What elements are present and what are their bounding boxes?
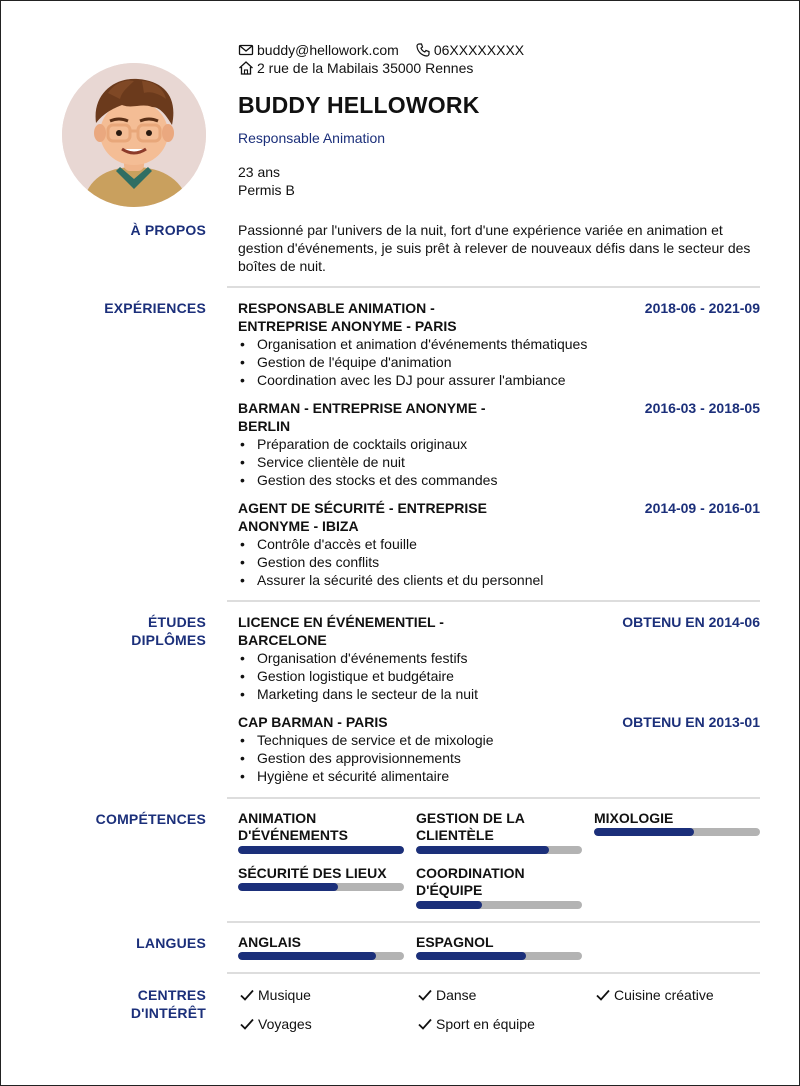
skill-bar-fill [416, 901, 482, 909]
education-dates: OBTENU EN 2013-01 [622, 714, 760, 730]
bullet-item: • Service clientèle de nuit [238, 453, 760, 471]
interests-label-line2: D'INTÉRÊT [130, 1005, 206, 1021]
skill-item [416, 810, 582, 844]
checkmark-icon [416, 986, 434, 1004]
experience-bullets [238, 535, 760, 589]
experience-dates: 2018-06 - 2021-09 [644, 300, 760, 316]
interest-label: Voyages [258, 1016, 312, 1032]
interest-item [238, 1015, 312, 1033]
skill-name: MIXOLOGIE [594, 810, 674, 826]
skill-item [594, 810, 760, 827]
languages-section [1, 934, 800, 964]
checkmark-icon [416, 1015, 434, 1033]
languages-label: LANGUES [136, 935, 206, 951]
language-bar-fill [238, 952, 376, 960]
education-bullets [238, 649, 760, 703]
language-name: ESPAGNOL [416, 934, 494, 950]
skills-grid [238, 810, 760, 910]
envelope-icon [238, 42, 254, 58]
divider [227, 600, 760, 602]
skill-bar [416, 846, 582, 854]
interests-label [41, 986, 206, 1022]
experience-bullets [238, 435, 760, 489]
bullet-item: • Hygiène et sécurité alimentaire [238, 767, 760, 785]
skill-bar-fill [238, 846, 404, 854]
about-text: Passionné par l'univers de la nuit, fort d'une expérience variée en animation et gestion d'événements, je suis prêt à relever de nouveaux défis dans le secteur des boîtes de nuit. [238, 222, 751, 274]
interest-label: Danse [436, 987, 477, 1003]
bullet-item: • Préparation de cocktails originaux [238, 435, 760, 453]
profile-photo [62, 63, 206, 207]
education-title: CAP BARMAN - PARIS [238, 714, 388, 730]
skill-name: ANIMATION D'ÉVÉNEMENTS [238, 810, 348, 843]
interests-label-line1: CENTRES [137, 987, 206, 1003]
experience-title: AGENT DE SÉCURITÉ - ENTREPRISE ANONYME - IBIZA [238, 500, 487, 534]
checkmark-icon [238, 986, 256, 1004]
skill-item [238, 810, 404, 844]
skill-bar [238, 883, 404, 891]
bullet-item: • Coordination avec les DJ pour assurer l'ambiance [238, 371, 760, 389]
experience-bullets [238, 335, 760, 389]
email-item[interactable] [238, 41, 399, 59]
experience-entry [238, 299, 760, 399]
interest-item [594, 986, 714, 1004]
education-entry [238, 713, 760, 793]
education-label-line1: ÉTUDES [148, 614, 206, 630]
header [238, 41, 768, 199]
skill-name: SÉCURITÉ DES LIEUX [238, 865, 387, 881]
education-title: LICENCE EN ÉVÉNEMENTIEL - BARCELONE [238, 614, 444, 648]
divider [227, 286, 760, 288]
checkmark-icon [594, 986, 612, 1004]
interest-item [238, 986, 311, 1004]
about-label: À PROPOS [130, 222, 206, 238]
age-text: 23 ans [238, 164, 281, 180]
experience-entry [238, 499, 760, 589]
skills-label: COMPÉTENCES [95, 811, 206, 827]
language-bar [238, 952, 404, 960]
education-entry [238, 613, 760, 713]
skill-name: GESTION DE LA CLIENTÈLE [416, 810, 525, 843]
skill-bar [594, 828, 760, 836]
skills-section [1, 810, 800, 910]
home-icon [238, 60, 254, 76]
experience-entry [238, 399, 760, 499]
language-item [238, 934, 404, 951]
interests-list [238, 986, 760, 1036]
languages-grid [238, 934, 760, 964]
education-bullets [238, 731, 760, 785]
bullet-item: • Gestion des conflits [238, 553, 760, 571]
bullet-item: • Marketing dans le secteur de la nuit [238, 685, 760, 703]
skill-bar [238, 846, 404, 854]
language-name: ANGLAIS [238, 934, 301, 950]
bullet-item: • Contrôle d'accès et fouille [238, 535, 760, 553]
skill-item [238, 865, 404, 882]
skill-name: COORDINATION D'ÉQUIPE [416, 865, 525, 898]
phone-item[interactable] [415, 41, 524, 59]
education-dates: OBTENU EN 2014-06 [622, 614, 760, 630]
education-label-line2: DIPLÔMES [131, 632, 206, 648]
interest-label: Cuisine créative [614, 987, 714, 1003]
candidate-name: BUDDY HELLOWORK [238, 92, 480, 118]
language-item [416, 934, 582, 951]
skill-bar-fill [594, 828, 694, 836]
job-title: Responsable Animation [238, 130, 386, 146]
experiences-list [238, 299, 760, 589]
experience-dates: 2016-03 - 2018-05 [644, 400, 760, 416]
interest-item [416, 986, 476, 1004]
language-bar [416, 952, 582, 960]
education-label [41, 613, 206, 649]
bullet-item: • Gestion de l'équipe d'animation [238, 353, 760, 371]
experiences-label: EXPÉRIENCES [104, 300, 206, 316]
experience-dates: 2014-09 - 2016-01 [644, 500, 760, 516]
bullet-item: • Organisation et animation d'événements thématiques [238, 335, 760, 353]
interest-item [416, 1015, 535, 1033]
checkmark-icon [238, 1015, 256, 1033]
education-list [238, 613, 760, 793]
experience-title: BARMAN - ENTREPRISE ANONYME - BERLIN [238, 400, 486, 434]
bullet-item: • Gestion des stocks et des commandes [238, 471, 760, 489]
skill-item [416, 865, 582, 899]
divider [227, 972, 760, 974]
bullet-item: • Assurer la sécurité des clients et du personnel [238, 571, 760, 589]
divider [227, 797, 760, 799]
contact-row [238, 41, 768, 59]
divider [227, 921, 760, 923]
interest-label: Sport en équipe [436, 1016, 535, 1032]
language-bar-fill [416, 952, 526, 960]
experience-title: RESPONSABLE ANIMATION - ENTREPRISE ANONYME - PARIS [238, 300, 457, 334]
phone-icon [415, 42, 431, 58]
bullet-item: • Gestion logistique et budgétaire [238, 667, 760, 685]
permit-text: Permis B [238, 182, 295, 198]
skill-bar-fill [238, 883, 338, 891]
bullet-item: • Organisation d'événements festifs [238, 649, 760, 667]
address-row [238, 59, 768, 77]
bullet-item: • Techniques de service et de mixologie [238, 731, 760, 749]
bullet-item: • Gestion des approvisionnements [238, 749, 760, 767]
skill-bar [416, 901, 582, 909]
email-text: buddy@hellowork.com [257, 42, 399, 58]
address-text: 2 rue de la Mabilais 35000 Rennes [257, 60, 474, 76]
skill-bar-fill [416, 846, 549, 854]
interest-label: Musique [258, 987, 311, 1003]
phone-text: 06XXXXXXXX [433, 42, 525, 58]
